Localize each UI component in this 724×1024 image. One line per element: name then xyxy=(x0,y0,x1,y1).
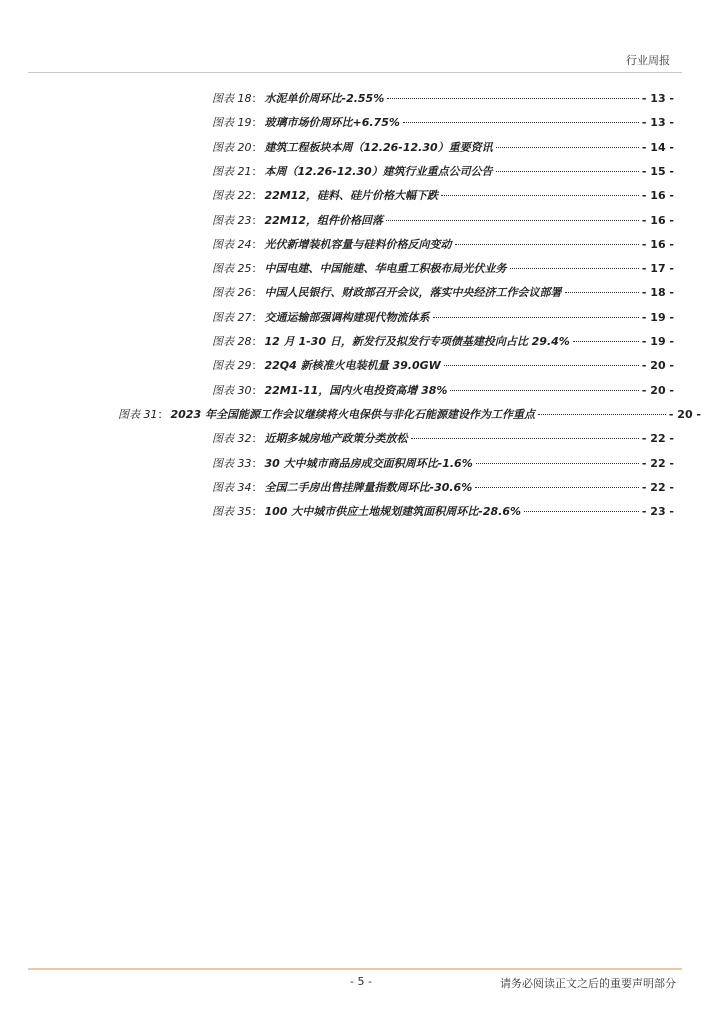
toc-entry-title: 交通运输部强调构建现代物流体系 xyxy=(264,310,430,324)
toc-entry-label: 图表 21 xyxy=(212,164,252,178)
toc-dot-leader xyxy=(450,390,638,391)
toc-entry-separator: ： xyxy=(251,310,263,324)
toc-entry-title: 水泥单价周环比-2.55% xyxy=(264,92,385,105)
toc-entry-page: - 19 - xyxy=(641,310,674,324)
toc-dot-leader xyxy=(476,463,639,464)
toc-entry-separator: ： xyxy=(251,286,263,300)
toc-entry[interactable] xyxy=(212,479,674,497)
toc-entry-page: - 14 - xyxy=(641,140,674,154)
toc-entry-label: 图表 28 xyxy=(212,335,252,348)
toc-entry-page: - 17 - xyxy=(641,262,674,276)
figure-list xyxy=(0,90,724,530)
toc-entry-separator: ： xyxy=(251,213,263,227)
toc-entry-page: - 23 - xyxy=(641,505,674,519)
toc-dot-leader xyxy=(496,147,639,148)
toc-entry-title: 22M12，硅料、硅片价格大幅下跌 xyxy=(264,189,439,203)
toc-entry-label: 图表 33 xyxy=(212,456,252,470)
toc-entry-page: - 16 - xyxy=(641,237,674,251)
toc-entry-separator: ： xyxy=(251,335,263,348)
toc-entry-separator: ： xyxy=(251,505,263,519)
toc-entry-label: 图表 26 xyxy=(212,286,252,300)
toc-entry-page: - 16 - xyxy=(641,189,674,203)
toc-entry[interactable] xyxy=(212,382,674,400)
toc-entry-page: - 20 - xyxy=(641,383,674,397)
toc-entry-label: 图表 24 xyxy=(212,237,252,251)
toc-entry-title: 玻璃市场价周环比+6.75% xyxy=(264,116,400,130)
toc-entry-page: - 13 - xyxy=(641,92,674,105)
toc-entry-page: - 18 - xyxy=(641,286,674,300)
toc-entry-title: 22Q4 新核准火电装机量 39.0GW xyxy=(264,359,441,373)
toc-entry[interactable] xyxy=(212,309,674,327)
toc-entry[interactable] xyxy=(212,430,674,448)
toc-entry[interactable] xyxy=(212,284,674,302)
toc-entry-title: 中国电建、中国能建、华电重工积极布局光伏业务 xyxy=(264,262,507,276)
toc-entry[interactable] xyxy=(212,455,674,473)
toc-entry-label: 图表 31 xyxy=(118,407,158,421)
toc-dot-leader xyxy=(496,171,639,172)
toc-entry-page: - 20 - xyxy=(641,359,674,373)
toc-entry-separator: ： xyxy=(251,480,263,494)
toc-entry-label: 图表 18 xyxy=(212,92,252,105)
toc-entry[interactable] xyxy=(212,90,674,108)
toc-entry-label: 图表 29 xyxy=(212,359,252,373)
toc-dot-leader xyxy=(510,268,639,269)
toc-entry-page: - 15 - xyxy=(641,164,674,178)
toc-dot-leader xyxy=(387,98,639,99)
toc-entry-title: 本周（12.26-12.30）建筑行业重点公司公告 xyxy=(264,164,493,178)
toc-entry-label: 图表 22 xyxy=(212,189,252,203)
toc-entry[interactable] xyxy=(212,187,674,205)
toc-entry-title: 22M12，组件价格回落 xyxy=(264,213,384,227)
toc-entry-title: 近期多城房地产政策分类放松 xyxy=(264,432,408,446)
toc-dot-leader xyxy=(433,317,639,318)
toc-entry-title: 30 大中城市商品房成交面积周环比-1.6% xyxy=(264,456,473,470)
toc-entry[interactable] xyxy=(212,139,674,157)
toc-entry[interactable] xyxy=(212,163,674,181)
toc-dot-leader xyxy=(444,365,639,366)
toc-entry-separator: ： xyxy=(251,456,263,470)
toc-entry[interactable] xyxy=(212,333,674,351)
toc-entry-separator: ： xyxy=(251,237,263,251)
toc-entry-label: 图表 30 xyxy=(212,383,252,397)
toc-dot-leader xyxy=(455,244,639,245)
toc-dot-leader xyxy=(403,122,639,123)
toc-entry[interactable] xyxy=(212,503,674,521)
toc-entry-separator: ： xyxy=(251,92,263,105)
header-divider xyxy=(28,72,682,73)
toc-dot-leader xyxy=(386,220,639,221)
header-title: 行业周报 xyxy=(626,54,670,67)
toc-entry-separator: ： xyxy=(251,262,263,276)
toc-dot-leader xyxy=(411,438,639,439)
toc-entry-title: 12 月 1-30 日，新发行及拟发行专项债基建投向占比 29.4% xyxy=(264,335,570,348)
toc-entry-page: - 20 - xyxy=(668,407,701,421)
toc-entry-label: 图表 25 xyxy=(212,262,252,276)
disclaimer-text: 请务必阅读正文之后的重要声明部分 xyxy=(500,977,676,990)
toc-dot-leader xyxy=(573,341,639,342)
toc-dot-leader xyxy=(524,511,639,512)
toc-entry-page: - 22 - xyxy=(641,432,674,446)
toc-entry-title: 建筑工程板块本周（12.26-12.30）重要资讯 xyxy=(264,140,493,154)
toc-entry-separator: ： xyxy=(251,189,263,203)
toc-entry-separator: ： xyxy=(251,432,263,446)
toc-dot-leader xyxy=(538,414,666,415)
toc-entry-label: 图表 35 xyxy=(212,505,252,519)
page-number: - 5 - xyxy=(350,975,372,988)
toc-entry-separator: ： xyxy=(251,359,263,373)
toc-entry-label: 图表 32 xyxy=(212,432,252,446)
toc-entry-title: 2023 年全国能源工作会议继续将火电保供与非化石能源建设作为工作重点 xyxy=(170,407,535,421)
toc-entry[interactable] xyxy=(212,114,674,132)
toc-entry-title: 22M1-11，国内火电投资高增 38% xyxy=(264,383,448,397)
toc-entry-page: - 22 - xyxy=(641,480,674,494)
toc-entry[interactable] xyxy=(212,357,674,375)
toc-entry-page: - 19 - xyxy=(641,335,674,348)
toc-dot-leader xyxy=(565,292,639,293)
toc-entry-separator: ： xyxy=(251,140,263,154)
toc-entry[interactable] xyxy=(118,406,701,424)
toc-entry-title: 100 大中城市供应土地规划建筑面积周环比-28.6% xyxy=(264,505,522,519)
toc-entry[interactable] xyxy=(212,260,674,278)
toc-entry-label: 图表 23 xyxy=(212,213,252,227)
toc-entry[interactable] xyxy=(212,212,674,230)
toc-entry-label: 图表 27 xyxy=(212,310,252,324)
toc-entry-label: 图表 34 xyxy=(212,480,252,494)
toc-entry-title: 中国人民银行、财政部召开会议，落实中央经济工作会议部署 xyxy=(264,286,562,300)
toc-entry-separator: ： xyxy=(157,407,169,421)
toc-entry[interactable] xyxy=(212,236,674,254)
toc-entry-separator: ： xyxy=(251,164,263,178)
toc-entry-page: - 13 - xyxy=(641,116,674,130)
toc-entry-page: - 22 - xyxy=(641,456,674,470)
toc-entry-label: 图表 19 xyxy=(212,116,252,130)
toc-dot-leader xyxy=(475,487,639,488)
toc-entry-separator: ： xyxy=(251,383,263,397)
toc-entry-page: - 16 - xyxy=(641,213,674,227)
toc-entry-title: 全国二手房出售挂牌量指数周环比-30.6% xyxy=(264,480,473,494)
footer-divider xyxy=(28,968,682,970)
toc-entry-label: 图表 20 xyxy=(212,140,252,154)
toc-entry-title: 光伏新增装机容量与硅料价格反向变动 xyxy=(264,237,452,251)
toc-entry-separator: ： xyxy=(251,116,263,130)
toc-dot-leader xyxy=(441,195,639,196)
